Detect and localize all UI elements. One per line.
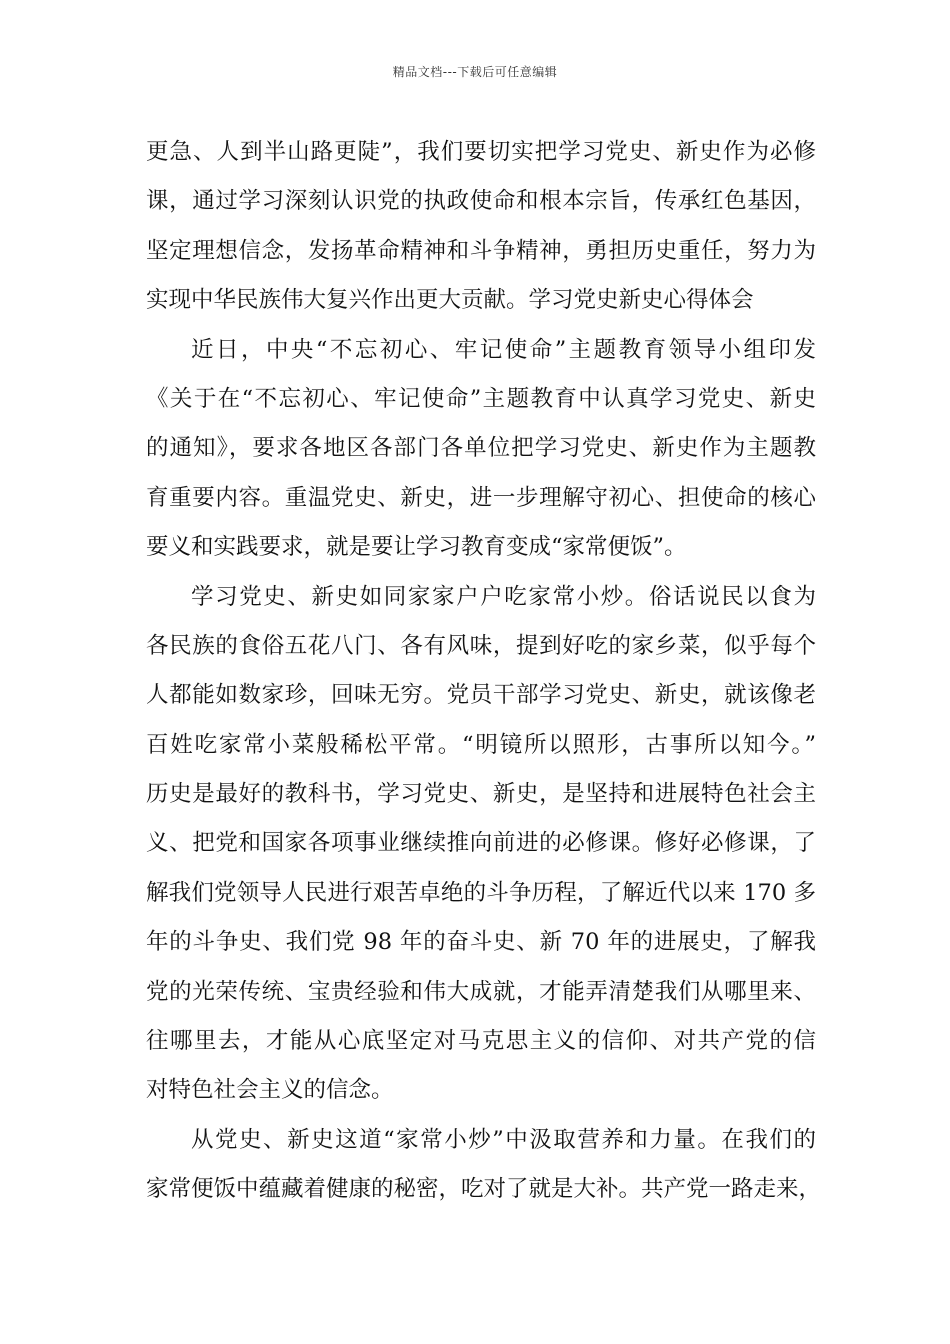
- text-line: 家常便饭中蕴藏着健康的秘密，吃对了就是大补。共产党一路走来，: [146, 1176, 822, 1203]
- document-body: [146, 128, 822, 1215]
- text-line: 近日，中央“不忘初心、牢记使命”主题教育领导小组印发: [191, 336, 816, 363]
- text-line: 实现中华民族伟大复兴作出更大贡献。学习党史新史心得体会: [146, 287, 754, 314]
- text-line: 党的光荣传统、宝贵经验和伟大成就，才能弄清楚我们从哪里来、: [146, 978, 816, 1005]
- text-line: 课，通过学习深刻认识党的执政使命和根本宗旨，传承红色基因，: [146, 188, 816, 215]
- text-line: 解我们党领导人民进行艰苦卓绝的斗争历程，了解近代以来 170 多: [146, 879, 816, 906]
- text-line: 对特色社会主义的信念。: [146, 1077, 394, 1104]
- text-line: 年的斗争史、我们党 98 年的奋斗史、新 70 年的进展史，了解我: [146, 929, 816, 956]
- paragraph: [146, 326, 816, 573]
- text-line: 历史是最好的教科书，学习党史、新史，是坚持和进展特色社会主: [146, 781, 816, 808]
- page-header: 精品文档---下载后可任意编辑: [392, 65, 558, 79]
- text-line: 百姓吃家常小菜般稀松平常。“明镜所以照形，古事所以知今。”: [146, 731, 816, 758]
- text-line: 更急、人到半山路更陡”，我们要切实把学习党史、新史作为必修: [146, 139, 816, 165]
- text-line: 义、把党和国家各项事业继续推向前进的必修课。修好必修课，了: [146, 830, 816, 857]
- paragraph: [146, 128, 816, 326]
- text-line: 从党史、新史这道“家常小炒”中汲取营养和力量。在我们的: [191, 1126, 816, 1153]
- text-line: 各民族的食俗五花八门、各有风味，提到好吃的家乡菜，似乎每个: [146, 632, 816, 659]
- text-line: 学习党史、新史如同家家户户吃家常小炒。俗话说民以食为: [191, 583, 816, 610]
- text-line: 往哪里去，才能从心底坚定对马克思主义的信仰、对共产党的信: [146, 1028, 816, 1055]
- text-line: 要义和实践要求，就是要让学习教育变成“家常便饭”。: [146, 534, 687, 561]
- text-line: 《关于在“不忘初心、牢记使命”主题教育中认真学习党史、新史: [146, 385, 816, 412]
- text-line: 育重要内容。重温党史、新史，进一步理解守初心、担使命的核心: [146, 484, 816, 511]
- paragraph: [146, 1116, 822, 1215]
- text-line: 的通知》，要求各地区各部门各单位把学习党史、新史作为主题教: [146, 435, 816, 462]
- paragraph: [146, 573, 816, 1116]
- text-line: 人都能如数家珍，回味无穷。党员干部学习党史、新史，就该像老: [146, 682, 816, 709]
- text-line: 坚定理想信念，发扬革命精神和斗争精神，勇担历史重任，努力为: [146, 237, 816, 264]
